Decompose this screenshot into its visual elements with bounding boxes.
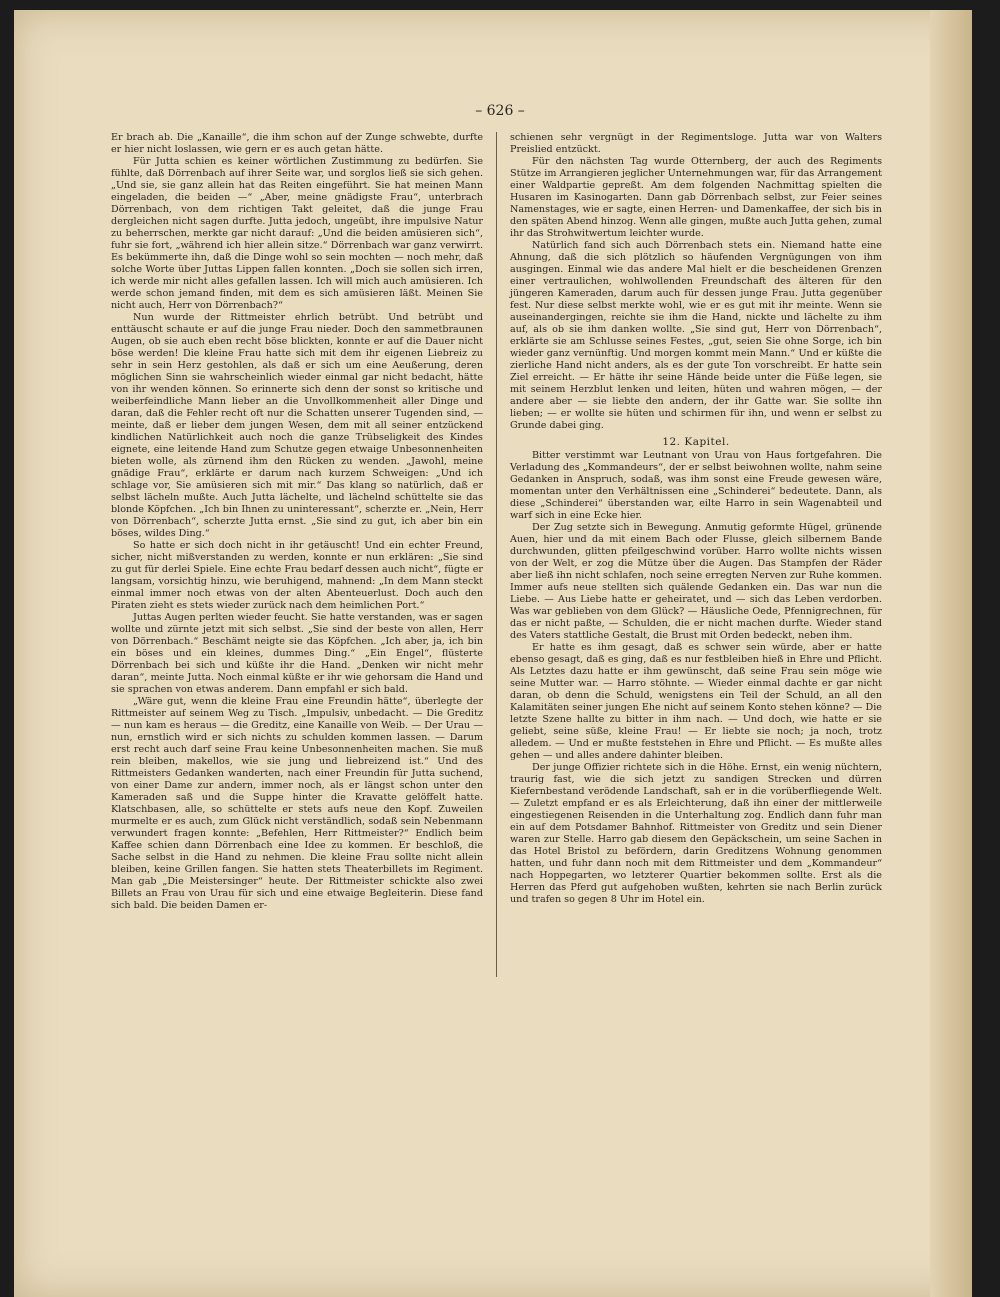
page-fold-edge <box>930 10 972 1297</box>
paragraph: Er brach ab. Die „Kanaille“, die ihm schon auf der Zunge schwebte, durfte er hier nicht loslassen, wie gern er es auch getan hätte. <box>111 132 483 155</box>
paragraph: Bitter verstimmt war Leutnant von Urau von Haus fortgefahren. Die Verladung des „Kommandeurs“, der er selbst beiwohnen wollte, nahm seine Gedanken in Anspruch, sodaß, was ihm sonst eine Freude gewesen wäre, momentan unter den Verhältnissen eine „Schinderei“ bedeutete. Dann, als diese „Schinderei“ überstanden war, eilte Harro in sein Wagenabteil und warf sich in eine Ecke hier. <box>510 450 882 521</box>
paragraph: schienen sehr vergnügt in der Regimentsloge. Jutta war von Walters Preislied entzückt. <box>510 132 882 155</box>
page-number: – 626 – <box>475 103 525 119</box>
paragraph: Für Jutta schien es keiner wörtlichen Zustimmung zu bedürfen. Sie fühlte, daß Dörrenbach auf ihrer Seite war, und sorglos ließ sie sich gehen. „Und sie, sie ganz allein hat das Reiten eingeführt. Sie hat meinen Mann eingeladen, die beiden —“ „Aber, meine gnädigste Frau“, unterbrach Dörrenbach, von dem richtigen Takt geleitet, daß die junge Frau dergleichen nicht sagen durfte. Jutta jedoch, ungeübt, ihre impulsive Natur zu beherrschen, merkte gar nicht darauf: „Und die beiden amüsieren sich“, fuhr sie fort, „während ich hier allein sitze.“ Dörrenbach war ganz verwirrt. Es bekümmerte ihn, daß die Dinge wohl so sein mochten — noch mehr, daß solche Worte über Juttas Lippen fallen konnten. „Doch sie sollen sich irren, ich werde mir nicht alles gefallen lassen. Ich will mich auch amüsieren. Ich werde schon jemand finden, mit dem es sich amüsieren läßt. Meinen Sie nicht auch, Herr von Dörrenbach?“ <box>111 156 483 311</box>
paragraph: Natürlich fand sich auch Dörrenbach stets ein. Niemand hatte eine Ahnung, daß die sich plötzlich so häufenden Vergnügungen von ihm ausgingen. Einmal wie das andere Mal hielt er die bescheidenen Grenzen einer vertraulichen, wohlwollenden Freundschaft des älteren für den jüngeren Kameraden, darum auch für dessen junge Frau. Jutta gegenüber fest. Nur diese selbst merkte wohl, wie er es gut mit ihr meinte. Wenn sie auseinandergingen, reichte sie ihm die Hand, nickte und lächelte zu ihm auf, als ob sie ihm danken wollte. „Sie sind gut, Herr von Dörrenbach“, erklärte sie am Schlusse seines Festes, „gut, seien Sie ohne Sorge, ich bin wieder ganz vernünftig. Und morgen kommt mein Mann.“ Und er küßte die zierliche Hand nicht anders, als es der gute Ton vorschreibt. Er hatte sein Ziel erreicht. — Er hätte ihr seine Hände beide unter die Füße legen, sie mit seinem Herzblut lenken und leiten, hüten und wahren mögen, — der andere aber — sie liebte den andern, der ihr Gatte war. Sie sollte ihn lieben; — er wollte sie hüten und schirmen für ihn, und wenn er selbst zu Grunde dabei ging. <box>510 240 882 431</box>
paragraph: Nun wurde der Rittmeister ehrlich betrübt. Und betrübt und enttäuscht schaute er auf die junge Frau nieder. Doch den sammetbraunen Augen, ob sie auch eben recht böse blickten, konnte er auf die Dauer nicht böse werden! Die kleine Frau hatte sich mit dem ihr eigenen Liebreiz zu sehr in sein Herz gestohlen, als daß er sich um eine Aeußerung, deren möglichen Sinn sie wahrscheinlich wieder einmal gar nicht bedacht, hätte von ihr wenden können. So erinnerte sich denn der sonst so kritische und weiberfeindliche Mann lieber an die Unvollkommenheit aller Dinge und daran, daß die Fehler recht oft nur die Schatten unserer Tugenden sind, — meinte, daß er lieber dem jungen Wesen, dem mit all seiner entzückend kindlichen Natürlichkeit auch noch die ganze Trübseligkeit des Kindes eignete, eine leitende Hand zum Schutze gegen etwaige Unbesonnenheiten bieten wolle, als zürnend ihm den Rücken zu wenden. „Jawohl, meine gnädige Frau“, erklärte er darum nach kurzem Schweigen: „Und ich schlage vor, Sie amüsieren sich mit mir.“ Das klang so natürlich, daß er selbst lächeln mußte. Auch Jutta lächelte, und lächelnd schüttelte sie das blonde Köpfchen. „Ich bin Ihnen zu uninteressant“, scherzte er. „Nein, Herr von Dörrenbach“, scherzte Jutta ernst. „Sie sind zu gut, ich aber bin ein böses, wildes Ding.“ <box>111 312 483 539</box>
right-column <box>510 132 882 906</box>
paragraph: Er hatte es ihm gesagt, daß es schwer sein würde, aber er hatte ebenso gesagt, daß es ging, daß es nur festbleiben hieß in Ehre und Pflicht. Als Letztes dazu hatte er ihm gewünscht, daß seine Frau sein möge wie seine Mutter war. — Harro stöhnte. — Wieder einmal dachte er gar nicht daran, ob denn die Schuld, wenigstens ein Teil der Schuld, an all den Kalamitäten seiner jungen Ehe nicht auf seinem Konto stehen könne? — Die letzte Szene hallte zu bitter in ihm nach. — Und doch, wie hatte er sie geliebt, seine süße, kleine Frau! — Er liebte sie noch; ja noch, trotz alledem. — Und er mußte feststehen in Ehre und Pflicht. — Es mußte alles gehen — und alles andere dahinter bleiben. <box>510 642 882 761</box>
paragraph: Der Zug setzte sich in Bewegung. Anmutig geformte Hügel, grünende Auen, hier und da mit einem Bach oder Flusse, gleich silbernem Bande durchwunden, glitten pfeilgeschwind vorüber. Harro wollte nichts wissen von der Welt, er zog die Mütze über die Augen. Das Stampfen der Räder aber ließ ihn nicht schlafen, noch seine erregten Nerven zur Ruhe kommen. Immer aufs neue stellten sich quälende Gedanken ein. Das war nun die Liebe. — Aus Liebe hatte er geheiratet, und — sich das Leben verdorben. Was war geblieben von dem Glück? — Häusliche Oede, Pfennigrechnen, für das er nicht paßte, — Schulden, die er nicht machen durfte. Wieder stand des Vaters stattliche Gestalt, die Brust mit Orden bedeckt, neben ihm. <box>510 522 882 641</box>
chapter-heading: 12. Kapitel. <box>662 436 730 448</box>
column-divider <box>496 132 497 977</box>
paragraph: Der junge Offizier richtete sich in die Höhe. Ernst, ein wenig nüchtern, traurig fast, wie die sich jetzt zu sandigen Strecken und dürren Kiefernbestand verödende Landschaft, sah er in die vorüberfliegende Welt. — Zuletzt empfand er es als Erleichterung, daß ihn einer der mittlerweile eingestiegenen Reisenden in die Unterhaltung zog. Endlich dann fuhr man ein auf dem Potsdamer Bahnhof. Rittmeister von Greditz und sein Diener waren zur Stelle. Harro gab diesem den Gepäckschein, um seine Sachen in das Hotel Bristol zu befördern, darin Greditzens Wohnung genommen hatten, und fuhr dann noch mit dem Rittmeister und dem „Kommandeur“ nach Hoppegarten, wo letzterer Quartier bekommen sollte. Erst als die Herren das Pferd gut aufgehoben wußten, kehrten sie nach Berlin zurück und trafen so gegen 8 Uhr im Hotel ein. <box>510 762 882 905</box>
paragraph: So hatte er sich doch nicht in ihr getäuscht! Und ein echter Freund, sicher, nicht mißverstanden zu werden, konnte er nun erklären: „Sie sind zu gut für derlei Spiele. Eine echte Frau bedarf dessen auch nicht“, fügte er langsam, vorsichtig hinzu, wie beruhigend, mahnend: „In dem Mann steckt einmal immer noch etwas von der alten Abenteuerlust. Doch auch den Piraten zieht es stets wieder zurück nach dem heimlichen Port.“ <box>111 540 483 611</box>
paragraph: Juttas Augen perlten wieder feucht. Sie hatte verstanden, was er sagen wollte und zürnte jetzt mit sich selbst. „Sie sind der beste von allen, Herr von Dörrenbach.“ Beschämt neigte sie das Köpfchen. „Ich aber, ja, ich bin ein böses und ein kleines, dummes Ding.“ „Ein Engel“, flüsterte Dörrenbach bei sich und küßte ihr die Hand. „Denken wir nicht mehr daran“, meinte Jutta. Noch einmal küßte er ihr wie gehorsam die Hand und sie sprachen von etwas anderem. Dann empfahl er sich bald. <box>111 612 483 695</box>
left-column <box>111 132 483 912</box>
paragraph: „Wäre gut, wenn die kleine Frau eine Freundin hätte“, überlegte der Rittmeister auf seinem Weg zu Tisch. „Impulsiv, unbedacht. — Die Greditz — nun kam es heraus — die Greditz, eine Kanaille von Weib. — Der Urau — nun, ernstlich wird er sich nichts zu schulden kommen lassen. — Darum erst recht auch darf seine Frau keine Unbesonnenheiten machen. Sie muß rein bleiben, makellos, wie sie jung und liebreizend ist.“ Und des Rittmeisters Gedanken wanderten, nach einer Freundin für Jutta suchend, von einer Dame zur andern, immer noch, als er längst schon unter den Kameraden saß und die Suppe hinter die Kravatte gelöffelt hatte. Klatschbasen, alle, so schüttelte er stets aufs neue den Kopf. Zuweilen murmelte er es auch, zum Glück nicht verständlich, sodaß sein Nebenmann verwundert fragen konnte: „Befehlen, Herr Rittmeister?“ Endlich beim Kaffee schien dann Dörrenbach eine Idee zu kommen. Er beschloß, die Sache selbst in die Hand zu nehmen. Die kleine Frau sollte nicht allein bleiben, keine Grillen fangen. Sie hatten stets Theaterbillets im Regiment. Man gab „Die Meistersinger“ heute. Der Rittmeister schickte also zwei Billets an Frau von Urau für sich und eine etwaige Begleiterin. Diese fand sich bald. Die beiden Damen er- <box>111 696 483 911</box>
paragraph: Für den nächsten Tag wurde Otternberg, der auch des Regiments Stütze im Arrangieren jeglicher Unternehmungen war, für das Arrangement einer Waldpartie gepreßt. Am dem folgenden Nachmittag spielten die Husaren im Kasinogarten. Dann gab Dörrenbach selbst, zur Feier seines Namenstages, wie er sagte, einen Herren- und Damenkaffee, der sich bis in den späten Abend hinzog. Wenn alle gingen, mußte auch Jutta gehen, zumal ihr das Strohwitwertum leichter wurde. <box>510 156 882 239</box>
